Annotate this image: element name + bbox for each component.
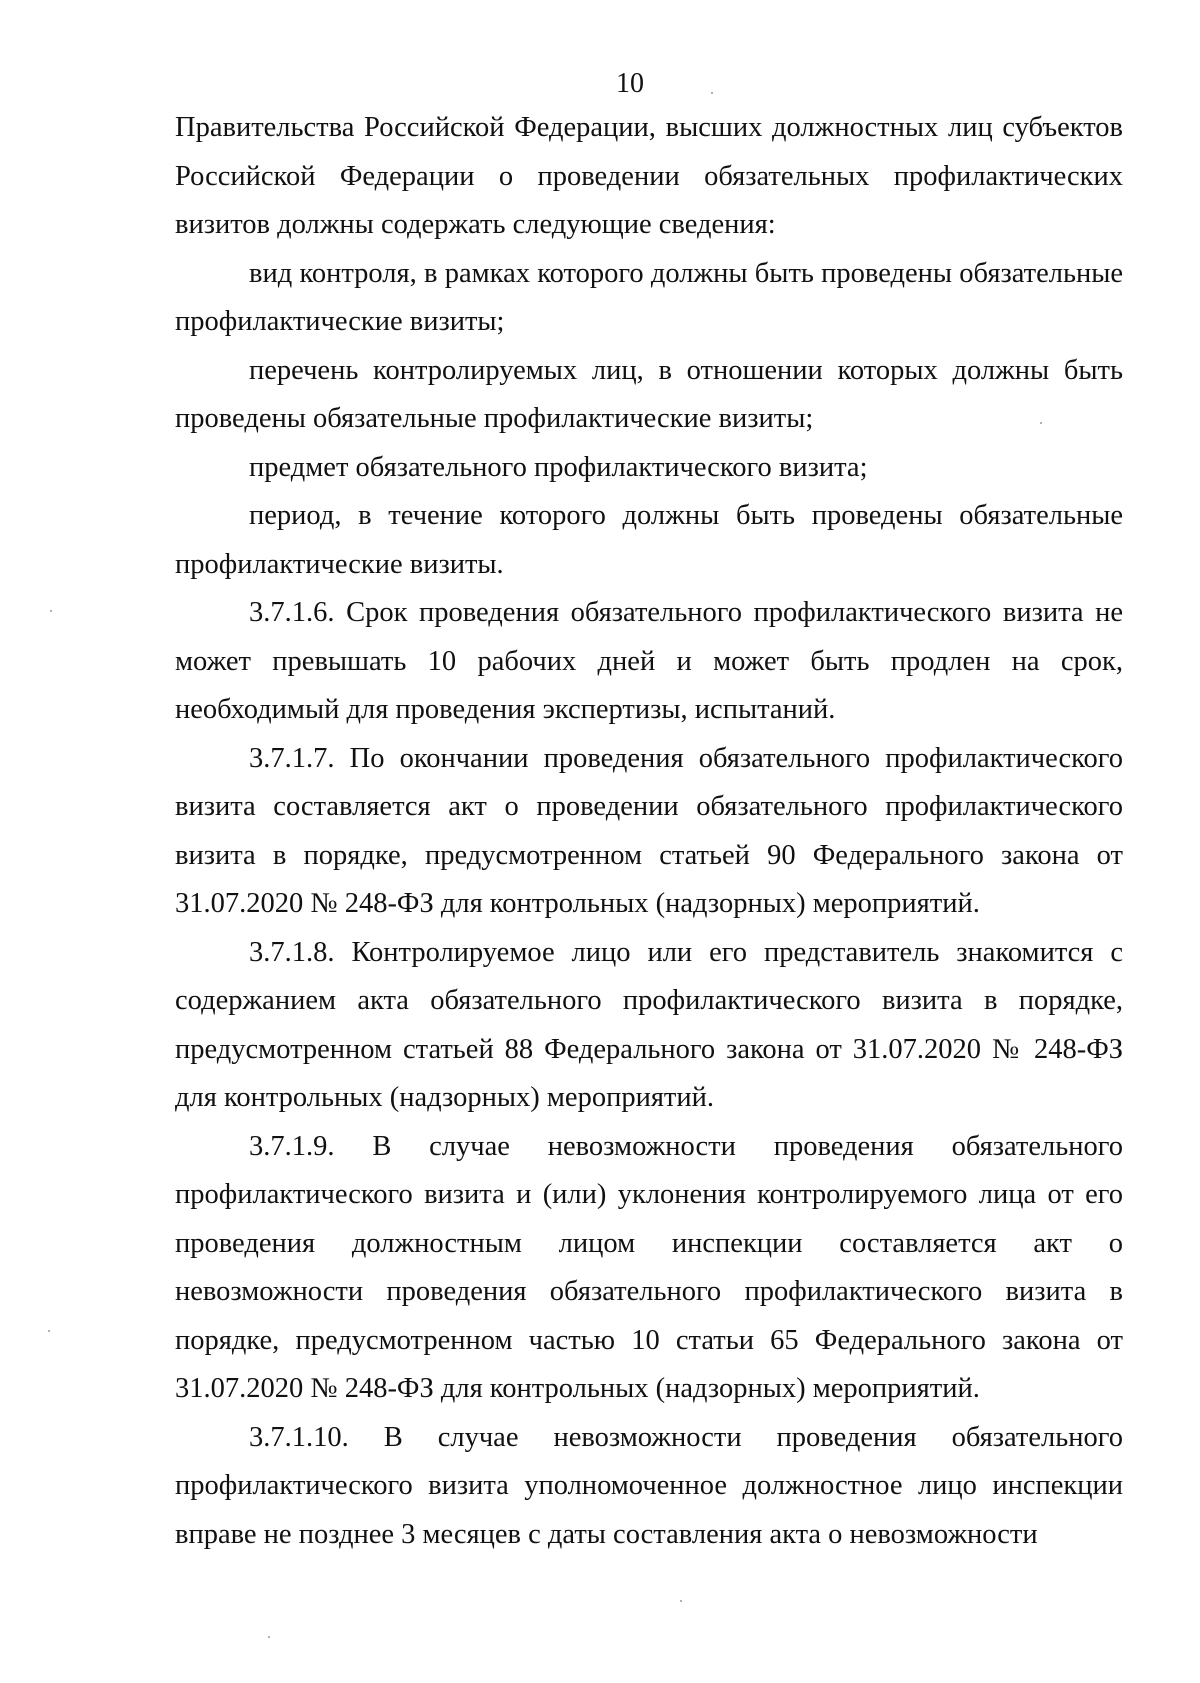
paragraph-3-7-1-8: 3.7.1.8. Контролируемое лицо или его представитель знакомится с содержанием акта обязательного профилактического визита в порядке, предусмотренном статьей 88 Федерального закона от 31.07.2020 № 248-ФЗ для контрольных (надзорных) мероприятий.: [175, 936, 1123, 1113]
scan-speck: [711, 92, 713, 94]
page-number: 10: [616, 68, 644, 99]
scan-speck: [50, 610, 52, 612]
paragraph-intro: Правительства Российской Федерации, высших должностных лиц субъектов Российской Федерации о проведении обязательных профилактических визитов должны содержать следующие сведения:: [175, 112, 1123, 240]
paragraph-visit-subject: предмет обязательного профилактического визита;: [249, 451, 868, 483]
document-body: [175, 104, 1123, 1559]
paragraph-control-type: вид контроля, в рамках которого должны быть проведены обязательные профилактические визиты;: [175, 257, 1123, 337]
scan-speck: [1040, 422, 1042, 424]
paragraph-3-7-1-6: 3.7.1.6. Срок проведения обязательного профилактического визита не может превышать 10 рабочих дней и может быть продлен на срок, необходимый для проведения экспертизы, испытаний.: [175, 597, 1123, 725]
paragraph-3-7-1-7: 3.7.1.7. По окончании проведения обязательного профилактического визита составляется акт о проведении обязательного профилактического визита в порядке, предусмотренном статьей 90 Федерального закона от 31.07.2020 № 248-ФЗ для контрольных (надзорных) мероприятий.: [175, 742, 1123, 919]
paragraph-3-7-1-9: 3.7.1.9. В случае невозможности проведения обязательного профилактического визита и (или) уклонения контролируемого лица от его проведения должностным лицом инспекции составляется акт о невозможности проведения обязательного профилактического визита в порядке, предусмотренном частью 10 статьи 65 Федерального закона от 31.07.2020 № 248-ФЗ для контрольных (надзорных) мероприятий.: [175, 1130, 1123, 1404]
scan-speck: [268, 1636, 270, 1638]
scan-speck: [48, 1330, 50, 1332]
scan-speck: [680, 1600, 682, 1602]
paragraph-visit-period: период, в течение которого должны быть проведены обязательные профилактические визиты.: [175, 500, 1123, 580]
paragraph-3-7-1-10: 3.7.1.10. В случае невозможности проведения обязательного профилактического визита уполномоченное должностное лицо инспекции вправе не позднее 3 месяцев с даты составления акта о невозможности: [175, 1421, 1123, 1550]
paragraph-controlled-persons: перечень контролируемых лиц, в отношении которых должны быть проведены обязательные профилактические визиты;: [175, 354, 1123, 434]
